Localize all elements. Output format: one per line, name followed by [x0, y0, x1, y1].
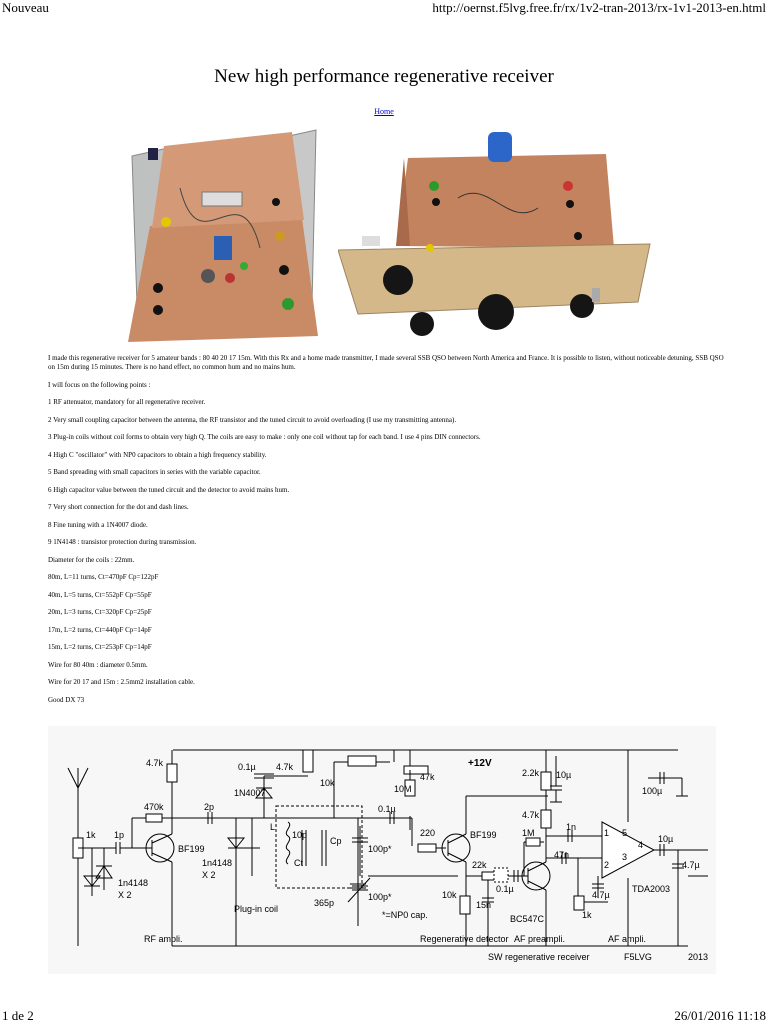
- schem-label: 4.7µ: [682, 860, 700, 870]
- paragraph: 7 Very short connection for the dot and dash lines.: [48, 503, 189, 511]
- paragraph: Wire for 20 17 and 15m : 2.5mm2 installation cable.: [48, 678, 195, 686]
- paragraph: 40m, L=5 turns, Ct=552pF Cp=55pF: [48, 590, 152, 599]
- schem-label: 1n: [566, 822, 577, 832]
- paragraph: I made this regenerative receiver for 5 amateur bands : 80 40 20 17 15m. With this Rx and a home made transmitter, I made several SSB QSO between North America and France. It is possible to listen, without noticeable detuning, SSB QSO on 15m during 15 minutes. There is no hand effect, no common hum and no mains hum.: [48, 354, 724, 371]
- schem-label: BF199: [470, 830, 497, 840]
- print-header-left: Nouveau: [2, 0, 49, 15]
- schem-label: 4: [638, 840, 644, 850]
- schem-label: BC547C: [510, 914, 545, 924]
- schematic-diagram: [48, 726, 716, 974]
- schem-label: 10µ: [658, 834, 674, 844]
- schem-label: 3: [622, 852, 628, 862]
- schem-label: 5: [622, 828, 628, 838]
- schem-label: *=NP0 cap.: [382, 910, 428, 920]
- home-link[interactable]: Home: [374, 107, 394, 116]
- schem-caption: SW regenerative receiver: [488, 952, 590, 962]
- schem-label: 1p: [114, 830, 125, 840]
- schem-label: AF preampli.: [514, 934, 566, 944]
- schem-label: Plug-in coil: [234, 904, 279, 914]
- paragraph: 2 Very small coupling capacitor between the antenna, the RF transistor and the tuned circuit to avoid overloading (I use my transmitting antenna).: [48, 415, 457, 424]
- schem-year: 2013: [688, 952, 709, 962]
- schem-label: +12V: [468, 758, 492, 769]
- paragraph: 9 1N4148 : transistor protection during transmission.: [48, 538, 197, 546]
- schem-label: X 2: [118, 890, 132, 900]
- schem-label: 365p: [314, 898, 335, 908]
- paragraph: Diameter for the coils : 22mm.: [48, 555, 135, 564]
- schem-label: 0.1µ: [378, 804, 396, 814]
- paragraph: 4 High C "oscillator" with NP0 capacitors to obtain a high frequency stability.: [48, 450, 267, 459]
- schem-label: 15n: [476, 900, 492, 910]
- schem-label: 10M: [394, 784, 412, 794]
- schem-label: 4.7k: [522, 810, 540, 820]
- page-title: New high performance regenerative receiver: [214, 66, 554, 87]
- schem-label: Regenerative detector: [420, 934, 509, 944]
- paragraph: Good DX 73: [48, 695, 85, 704]
- schem-label: 4.7k: [146, 758, 164, 768]
- paragraph: 80m, L=11 turns, Ct=470pF Cp=122pF: [48, 573, 159, 581]
- schem-label: 10k: [320, 778, 335, 788]
- schem-label: 10µ: [556, 770, 572, 780]
- paragraph: 17m, L=2 turns, Ct=440pF Cp=14pF: [48, 625, 152, 634]
- paragraph: 15m, L=2 turns, Ct=253pF Cp=14pF: [48, 643, 152, 651]
- schem-label: 0.1µ: [496, 884, 514, 894]
- schem-label: RF ampli.: [144, 934, 183, 944]
- paragraph: 3 Plug-in coils without coil forms to obtain very high Q. The coils are easy to make : only one coil without tap for each band. I use 4 pins DIN connectors.: [48, 433, 481, 441]
- schem-label: 1n4148: [202, 858, 233, 868]
- paragraph: 8 Fine tuning with a 1N4007 diode.: [48, 520, 148, 529]
- schem-label: Cp: [330, 836, 342, 846]
- paragraph: I will focus on the following points :: [48, 380, 151, 389]
- article-body: [48, 354, 728, 713]
- schem-label: 1N4007: [234, 788, 266, 798]
- paragraph: 5 Band spreading with small capacitors in series with the variable capacitor.: [48, 468, 261, 476]
- schem-label: 470k: [144, 802, 164, 812]
- schem-label: 100µ: [642, 786, 663, 796]
- schem-label: 1n4148: [118, 878, 149, 888]
- paragraph: Wire for 80 40m : diameter 0.5mm.: [48, 660, 148, 669]
- schem-label: 10k: [442, 890, 457, 900]
- schem-label: 220: [420, 828, 436, 838]
- schem-label: 2p: [204, 802, 215, 812]
- schem-author: F5LVG: [624, 952, 652, 962]
- schem-label: 100p*: [368, 844, 392, 854]
- schem-label: 2.2k: [522, 768, 540, 778]
- schem-label: X 2: [202, 870, 216, 880]
- schem-label: 22k: [472, 860, 487, 870]
- receiver-inside-photo: [120, 128, 330, 344]
- paragraph: 20m, L=3 turns, Ct=320pF Cp=25pF: [48, 608, 152, 616]
- schem-label: 47n: [554, 850, 570, 860]
- schem-label: BF199: [178, 844, 205, 854]
- schem-label: 1: [604, 828, 610, 838]
- print-header-url: http://oernst.f5lvg.free.fr/rx/1v2-tran-2013/rx-1v1-2013-en.html: [432, 0, 766, 15]
- paragraph: 1 RF attenuator, mandatory for all regenerative receiver.: [48, 398, 206, 406]
- receiver-front-photo: [338, 128, 654, 336]
- paragraph: 6 High capacitor value between the tuned circuit and the detector to avoid mains hum.: [48, 485, 290, 494]
- home-link-container: [0, 107, 768, 116]
- schem-label: 4.7µ: [592, 890, 610, 900]
- print-footer-page: 1 de 2: [2, 1008, 34, 1023]
- schem-label: 100p*: [368, 892, 392, 902]
- schem-label: L: [270, 822, 276, 832]
- schem-label: AF ampli.: [608, 934, 647, 944]
- schem-label: 1k: [86, 830, 96, 840]
- schem-label: 1M: [522, 828, 535, 838]
- schem-label: 0.1µ: [238, 762, 256, 772]
- schem-label: TDA2003: [632, 884, 671, 894]
- schem-label: 2: [604, 860, 610, 870]
- schem-label: 4.7k: [276, 762, 294, 772]
- schem-label: 10p: [292, 830, 308, 840]
- schem-label: 47k: [420, 772, 435, 782]
- print-footer-date: 26/01/2016 11:18: [674, 1008, 766, 1023]
- schem-label: Ct: [294, 858, 303, 868]
- schem-label: 1k: [582, 910, 592, 920]
